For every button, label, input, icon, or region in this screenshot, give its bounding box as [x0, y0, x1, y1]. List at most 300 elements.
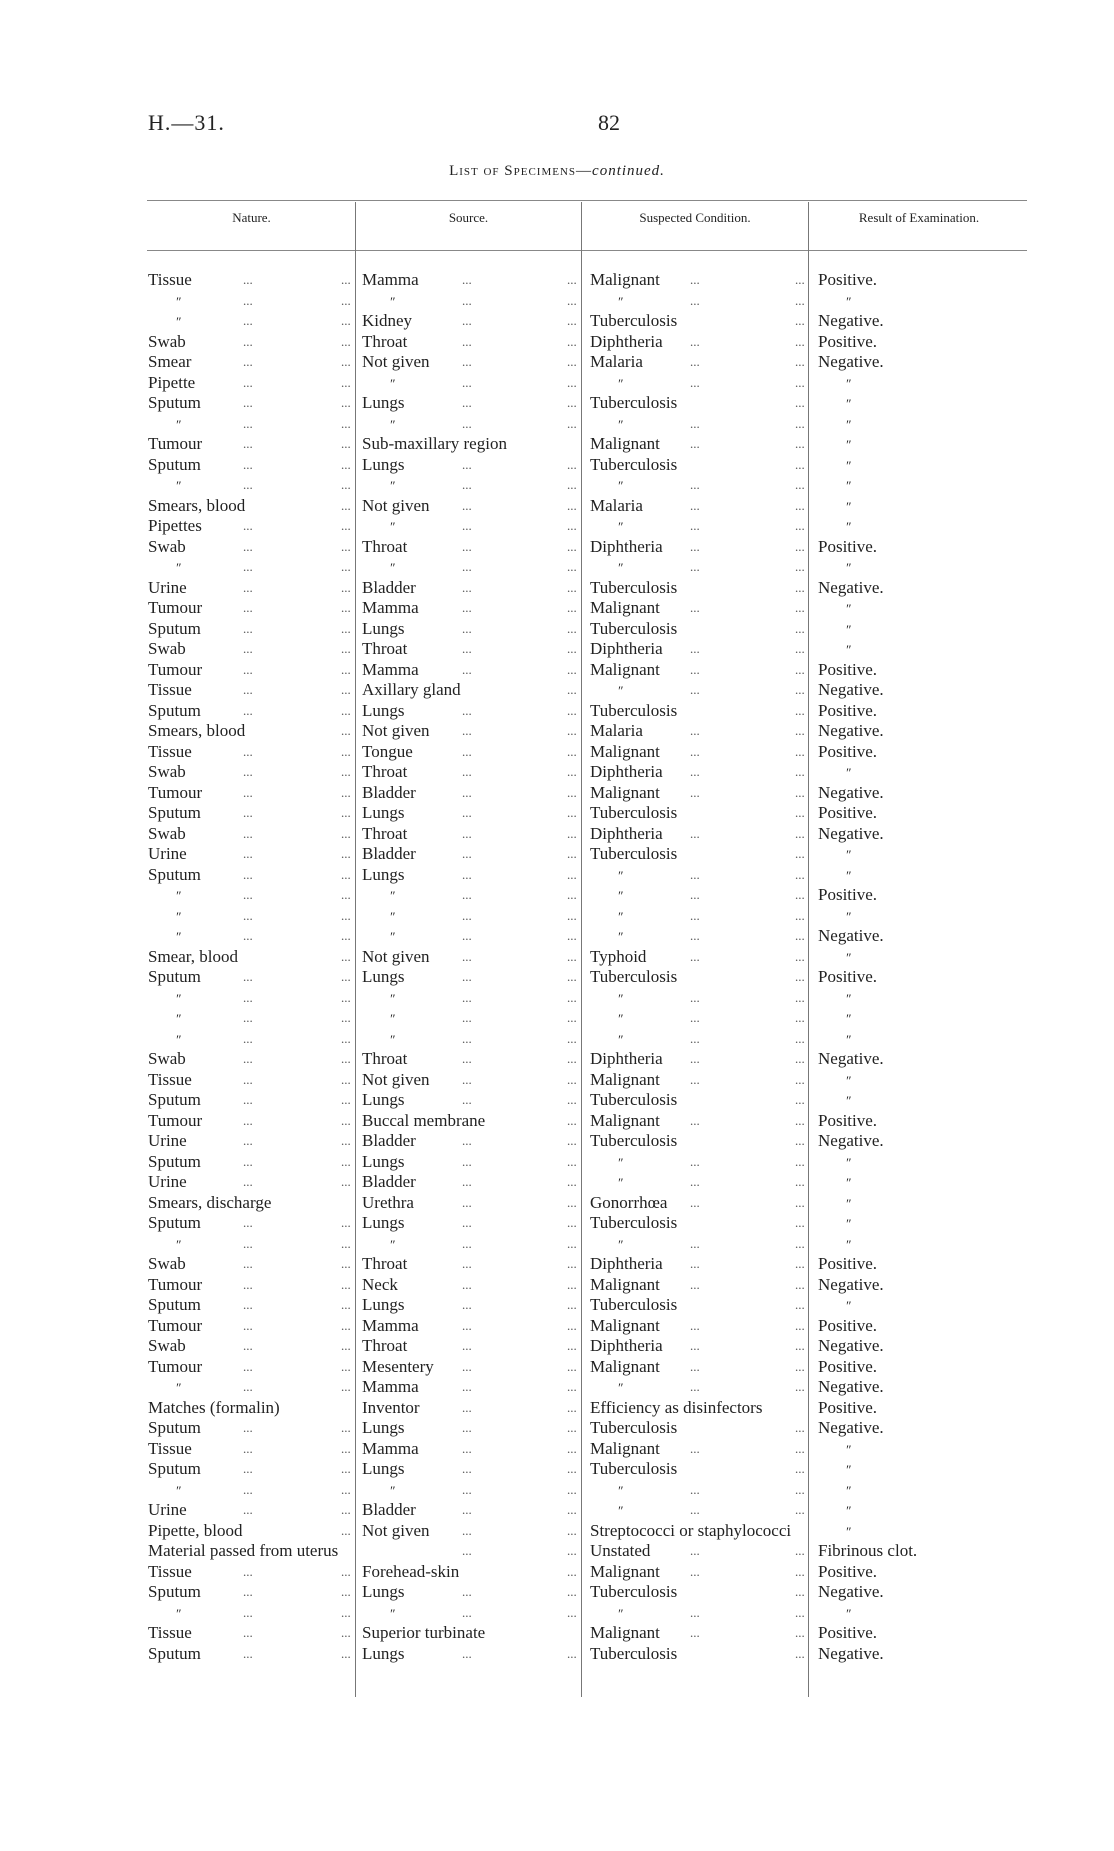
cell-text: Positive.	[818, 1254, 878, 1273]
dot-leader: ...	[341, 518, 351, 533]
dot-leader: ...	[567, 764, 577, 779]
cell-nature	[148, 557, 353, 578]
cell-text: Malignant	[590, 1069, 660, 1089]
dot-leader: ...	[690, 1358, 700, 1374]
dot-leader: ...	[795, 1112, 805, 1128]
dot-leader: ...	[690, 866, 700, 882]
table-row	[148, 1029, 1028, 1050]
dot-leader: ...	[795, 1051, 805, 1066]
cell-source	[362, 1521, 580, 1542]
dot-leader: ...	[567, 948, 577, 964]
dot-leader: ...	[567, 1133, 577, 1148]
cell-source	[362, 906, 580, 927]
cell-text: Smears, discharge	[148, 1192, 272, 1212]
cell-text: Tissue	[148, 1438, 192, 1458]
table-row	[148, 885, 1028, 906]
dot-leader: ...	[341, 292, 351, 308]
dot-leader: ...	[795, 989, 805, 1005]
cell-text: Negative.	[818, 577, 884, 597]
dot-leader: ...	[243, 538, 253, 554]
cell-text: ″	[617, 929, 623, 944]
dot-leader: ...	[690, 1051, 700, 1066]
cell-nature	[148, 680, 353, 701]
dot-leader: ...	[690, 1174, 700, 1189]
dot-leader: ...	[341, 1625, 351, 1640]
cell-nature	[148, 475, 353, 496]
cell-text: ″	[175, 1482, 181, 1498]
cell-source	[362, 537, 580, 558]
dot-leader: ...	[243, 784, 253, 800]
cell-text: Sputum	[148, 803, 201, 822]
dot-leader: ...	[341, 1317, 351, 1333]
table-row	[148, 1562, 1028, 1583]
dot-leader: ...	[795, 333, 805, 349]
dot-leader: ...	[341, 764, 351, 779]
title-main: List of Specimens—	[449, 163, 593, 179]
cell-text: ″	[175, 929, 181, 944]
cell-text: Superior turbinate	[362, 1623, 486, 1642]
cell-condition	[590, 988, 808, 1009]
cell-condition	[590, 1254, 808, 1275]
dot-leader: ...	[243, 518, 253, 533]
cell-text: ″	[389, 1482, 395, 1498]
dot-leader: ...	[243, 989, 253, 1005]
table-row	[148, 721, 1028, 742]
dot-leader: ...	[341, 1010, 351, 1025]
cell-text: Malignant	[590, 1623, 660, 1642]
cell-nature	[148, 1521, 353, 1542]
cell-source	[362, 1336, 580, 1357]
cell-text: Tuberculosis	[590, 967, 678, 986]
cell-text: ″	[617, 519, 623, 534]
dot-leader: ...	[243, 764, 253, 779]
cell-condition	[590, 906, 808, 927]
dot-leader: ...	[341, 600, 351, 615]
cell-text: Tuberculosis	[590, 1459, 678, 1478]
cell-text: Smears, blood	[148, 495, 246, 515]
table-row	[148, 496, 1028, 517]
dot-leader: ...	[462, 477, 472, 492]
dot-leader: ...	[567, 702, 577, 718]
cell-text: Positive.	[818, 1397, 878, 1417]
dot-leader: ...	[567, 1604, 577, 1620]
dot-leader: ...	[243, 1604, 253, 1620]
cell-text: ″	[845, 1298, 851, 1313]
cell-text: ″	[845, 1523, 851, 1539]
dot-leader: ...	[341, 1420, 351, 1435]
cell-condition	[590, 475, 808, 496]
dot-leader: ...	[243, 600, 253, 615]
cell-nature	[148, 824, 353, 845]
dot-leader: ...	[243, 272, 253, 287]
table-row	[148, 701, 1028, 722]
cell-result	[818, 803, 1018, 824]
dot-leader: ...	[795, 1174, 805, 1189]
dot-leader: ...	[243, 928, 253, 943]
dot-leader: ...	[243, 661, 253, 677]
cell-text: Lungs	[362, 700, 405, 720]
cell-condition	[590, 1603, 808, 1624]
dot-leader: ...	[462, 825, 472, 841]
cell-text: Throat	[362, 762, 408, 781]
dot-leader: ...	[462, 907, 472, 923]
table-row	[148, 865, 1028, 886]
table-row	[148, 578, 1028, 599]
cell-condition	[590, 824, 808, 845]
cell-result	[818, 475, 1018, 496]
dot-leader: ...	[243, 682, 253, 697]
cell-source	[362, 1377, 580, 1398]
cell-source	[362, 803, 580, 824]
cell-text: ″	[617, 683, 623, 698]
cell-result	[818, 1459, 1018, 1480]
dot-leader: ...	[690, 1543, 700, 1558]
cell-condition	[590, 1111, 808, 1132]
dot-leader: ...	[341, 928, 351, 943]
dot-leader: ...	[795, 436, 805, 451]
table-row	[148, 1049, 1028, 1070]
table-row	[148, 1644, 1028, 1665]
dot-leader: ...	[462, 969, 472, 984]
dot-leader: ...	[462, 1461, 472, 1476]
cell-text: Sputum	[148, 393, 201, 412]
cell-source	[362, 1049, 580, 1070]
cell-text: Mesentery	[362, 1356, 434, 1376]
table-row	[148, 1295, 1028, 1316]
cell-result	[818, 844, 1018, 865]
cell-text: Unstated	[590, 1541, 651, 1560]
dot-leader: ...	[567, 743, 577, 759]
table-row	[148, 1213, 1028, 1234]
cell-text: ″	[845, 949, 851, 965]
cell-text: Diphtheria	[590, 823, 663, 843]
cell-text: ″	[175, 478, 181, 493]
dot-leader: ...	[462, 661, 472, 677]
cell-text: ″	[845, 416, 851, 432]
dot-leader: ...	[567, 600, 577, 615]
cell-text: ″	[175, 990, 181, 1006]
cell-nature	[148, 1500, 353, 1521]
cell-nature	[148, 455, 353, 476]
dot-leader: ...	[243, 1071, 253, 1087]
dot-leader: ...	[567, 1071, 577, 1087]
cell-text: ″	[389, 990, 395, 1006]
cell-text: ″	[845, 1175, 851, 1190]
dot-leader: ...	[462, 1645, 472, 1661]
dot-leader: ...	[243, 1358, 253, 1374]
cell-text: ″	[617, 478, 623, 493]
cell-text: Positive.	[818, 885, 878, 904]
cell-nature	[148, 865, 353, 886]
cell-text: Neck	[362, 1274, 398, 1294]
dot-leader: ...	[690, 825, 700, 841]
dot-leader: ...	[795, 887, 805, 902]
dot-leader: ...	[795, 1215, 805, 1230]
cell-text: Diphtheria	[590, 331, 663, 351]
table-row	[148, 1193, 1028, 1214]
cell-text: ″	[845, 1462, 851, 1477]
dot-leader: ...	[690, 1440, 700, 1456]
dot-leader: ...	[690, 743, 700, 759]
cell-source	[362, 947, 580, 968]
cell-result	[818, 270, 1018, 291]
cell-text: ″	[175, 1380, 181, 1395]
cell-text: ″	[389, 519, 395, 534]
dot-leader: ...	[795, 374, 805, 390]
cell-result	[818, 1152, 1018, 1173]
cell-source	[362, 619, 580, 640]
dot-leader: ...	[243, 559, 253, 574]
cell-condition	[590, 721, 808, 742]
dot-leader: ...	[567, 313, 577, 328]
dot-leader: ...	[462, 313, 472, 328]
cell-text: Malaria	[590, 352, 643, 371]
dot-leader: ...	[462, 1235, 472, 1251]
cell-condition	[590, 1521, 808, 1542]
cell-text: Pipette, blood	[148, 1520, 243, 1540]
cell-text: Tuberculosis	[590, 1131, 678, 1150]
cell-condition	[590, 783, 808, 804]
cell-nature	[148, 844, 353, 865]
cell-condition	[590, 332, 808, 353]
cell-text: Tuberculosis	[590, 1643, 678, 1663]
cell-source	[362, 1439, 580, 1460]
cell-result	[818, 1234, 1018, 1255]
dot-leader: ...	[690, 784, 700, 800]
cell-condition	[590, 701, 808, 722]
cell-text: ″	[617, 416, 623, 432]
cell-text: Streptococci or staphylococci	[590, 1520, 792, 1540]
cell-source	[362, 434, 580, 455]
cell-source	[362, 680, 580, 701]
cell-text: Lungs	[362, 454, 405, 474]
table-row	[148, 393, 1028, 414]
dot-leader: ...	[341, 784, 351, 800]
dot-leader: ...	[567, 1645, 577, 1661]
table-row	[148, 291, 1028, 312]
cell-text: Lungs	[362, 1582, 405, 1601]
dot-leader: ...	[462, 846, 472, 861]
cell-text: Lungs	[362, 1418, 405, 1437]
cell-result	[818, 988, 1018, 1009]
cell-nature	[148, 516, 353, 537]
cell-text: Tumour	[148, 1274, 203, 1294]
dot-leader: ...	[795, 907, 805, 923]
cell-condition	[590, 352, 808, 373]
cell-text: Bladder	[362, 1172, 416, 1191]
cell-text: Tuberculosis	[590, 618, 678, 638]
cell-source	[362, 1008, 580, 1029]
cell-result	[818, 906, 1018, 927]
cell-text: ″	[845, 621, 851, 637]
cell-source	[362, 1111, 580, 1132]
dot-leader: ...	[567, 272, 577, 287]
dot-leader: ...	[462, 1522, 472, 1538]
cell-text: Malignant	[590, 782, 660, 802]
dot-leader: ...	[243, 1133, 253, 1148]
table-row	[148, 967, 1028, 988]
dot-leader: ...	[341, 620, 351, 636]
dot-leader: ...	[341, 989, 351, 1005]
cell-text: Bladder	[362, 1500, 416, 1519]
cell-nature	[148, 311, 353, 332]
cell-text: ″	[617, 1503, 623, 1518]
dot-leader: ...	[462, 1051, 472, 1066]
dot-leader: ...	[690, 1625, 700, 1640]
cell-text: ″	[845, 437, 851, 452]
cell-condition	[590, 1336, 808, 1357]
cell-source	[362, 967, 580, 988]
cell-condition	[590, 1193, 808, 1214]
dot-leader: ...	[341, 1645, 351, 1661]
cell-result	[818, 619, 1018, 640]
table-row	[148, 311, 1028, 332]
cell-text: Lungs	[362, 967, 405, 986]
cell-result	[818, 291, 1018, 312]
cell-source	[362, 926, 580, 947]
dot-leader: ...	[795, 518, 805, 533]
dot-leader: ...	[462, 1133, 472, 1148]
cell-text: ″	[617, 1380, 623, 1395]
dot-leader: ...	[795, 1153, 805, 1169]
cell-text: Negative.	[818, 1582, 884, 1601]
cell-text: Positive.	[818, 1110, 878, 1130]
dot-leader: ...	[690, 1030, 700, 1046]
cell-nature	[148, 1111, 353, 1132]
cell-text: Negative.	[818, 1274, 884, 1294]
dot-leader: ...	[567, 805, 577, 820]
cell-result	[818, 1562, 1018, 1583]
dot-leader: ...	[341, 661, 351, 677]
cell-text: ″	[845, 457, 851, 473]
cell-text: ″	[845, 1154, 851, 1170]
cell-text: Negative.	[818, 680, 884, 699]
cell-result	[818, 885, 1018, 906]
cell-source	[362, 1603, 580, 1624]
cell-result	[818, 1623, 1018, 1644]
dot-leader: ...	[462, 784, 472, 800]
dot-leader: ...	[341, 579, 351, 595]
cell-result	[818, 1254, 1018, 1275]
cell-text: Tumour	[148, 1110, 203, 1130]
dot-leader: ...	[243, 1092, 253, 1107]
cell-condition	[590, 578, 808, 599]
cell-result	[818, 373, 1018, 394]
dot-leader: ...	[341, 1502, 351, 1517]
table-top-rule	[147, 200, 1027, 201]
dot-leader: ...	[243, 1030, 253, 1046]
table-row	[148, 742, 1028, 763]
cell-result	[818, 1541, 1018, 1562]
column-header-source: Source.	[448, 210, 489, 225]
dot-leader: ...	[243, 354, 253, 369]
cell-result	[818, 1029, 1018, 1050]
cell-text: ″	[175, 1605, 181, 1621]
cell-text: Mamma	[362, 1315, 419, 1335]
cell-nature	[148, 1008, 353, 1029]
dot-leader: ...	[690, 1071, 700, 1087]
dot-leader: ...	[462, 1604, 472, 1620]
cell-source	[362, 824, 580, 845]
cell-result	[818, 393, 1018, 414]
dot-leader: ...	[795, 1481, 805, 1497]
cell-text: Tissue	[148, 680, 192, 699]
dot-leader: ...	[690, 1502, 700, 1517]
cell-text: Urine	[148, 844, 187, 863]
cell-text: Tuberculosis	[590, 1090, 678, 1109]
cell-nature	[148, 1623, 353, 1644]
dot-leader: ...	[341, 825, 351, 841]
cell-source	[362, 783, 580, 804]
cell-condition	[590, 967, 808, 988]
dot-leader: ...	[243, 1256, 253, 1271]
dot-leader: ...	[341, 1174, 351, 1189]
dot-leader: ...	[462, 497, 472, 513]
dot-leader: ...	[341, 969, 351, 984]
cell-source	[362, 721, 580, 742]
dot-leader: ...	[690, 928, 700, 943]
cell-text: Bladder	[362, 844, 416, 863]
cell-text: Positive.	[818, 270, 878, 289]
cell-text: Negative.	[818, 352, 884, 371]
dot-leader: ...	[462, 723, 472, 738]
table-row	[148, 1418, 1028, 1439]
cell-result	[818, 496, 1018, 517]
cell-text: ″	[845, 1011, 851, 1026]
dot-leader: ...	[690, 723, 700, 738]
dot-leader: ...	[462, 1215, 472, 1230]
dot-leader: ...	[341, 866, 351, 882]
cell-source	[362, 1418, 580, 1439]
cell-text: Mamma	[362, 1377, 419, 1396]
cell-nature	[148, 270, 353, 291]
dot-leader: ...	[567, 928, 577, 943]
dot-leader: ...	[567, 333, 577, 349]
cell-nature	[148, 1152, 353, 1173]
cell-nature	[148, 537, 353, 558]
dot-leader: ...	[341, 538, 351, 554]
dot-leader: ...	[567, 1297, 577, 1312]
cell-result	[818, 537, 1018, 558]
dot-leader: ...	[243, 641, 253, 656]
cell-text: ″	[175, 560, 181, 575]
cell-source	[362, 455, 580, 476]
dot-leader: ...	[795, 1543, 805, 1558]
cell-source	[362, 844, 580, 865]
cell-text: Lungs	[362, 1151, 405, 1171]
cell-text: Negative.	[818, 1049, 884, 1068]
dot-leader: ...	[690, 600, 700, 615]
dot-leader: ...	[243, 969, 253, 984]
cell-source	[362, 1295, 580, 1316]
table-row	[148, 1439, 1028, 1460]
cell-text: Tuberculosis	[590, 1295, 678, 1314]
cell-condition	[590, 1275, 808, 1296]
cell-source	[362, 270, 580, 291]
cell-text: Sputum	[148, 618, 201, 638]
cell-text: Positive.	[818, 331, 878, 351]
dot-leader: ...	[462, 559, 472, 574]
cell-condition	[590, 1480, 808, 1501]
dot-leader: ...	[795, 415, 805, 431]
dot-leader: ...	[567, 292, 577, 308]
specimen-table	[148, 270, 1028, 1664]
cell-result	[818, 721, 1018, 742]
dot-leader: ...	[795, 1235, 805, 1251]
dot-leader: ...	[690, 1153, 700, 1169]
cell-text: Tuberculosis	[590, 393, 678, 412]
dot-leader: ...	[462, 1030, 472, 1046]
